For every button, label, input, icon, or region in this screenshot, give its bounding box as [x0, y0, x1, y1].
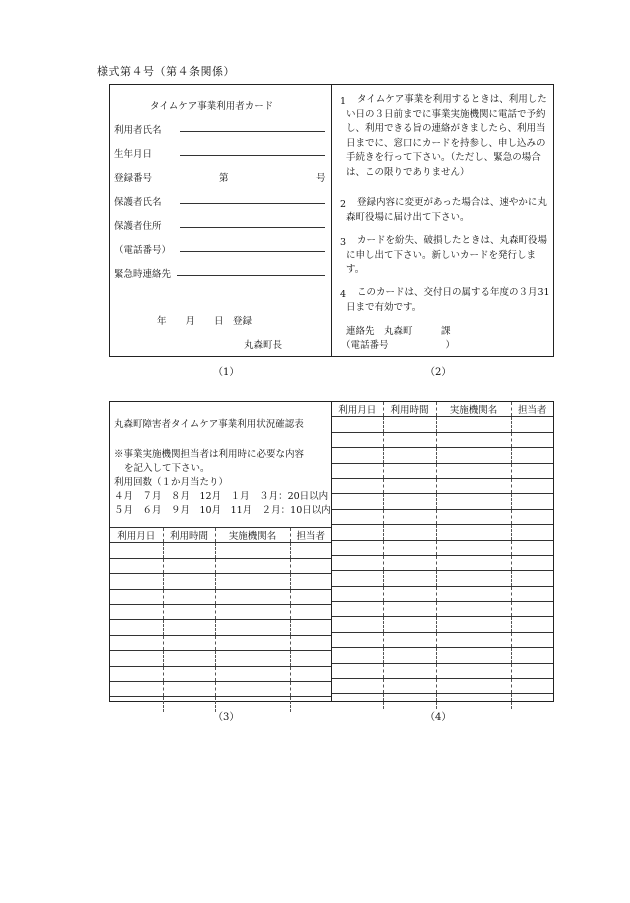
- table-row[interactable]: [332, 540, 553, 555]
- table-row[interactable]: [332, 478, 553, 493]
- table-row[interactable]: [332, 602, 553, 617]
- emergency-label: 緊急時連絡先: [114, 269, 172, 280]
- usage-table: [110, 527, 331, 712]
- note-3-num: 3: [340, 237, 347, 248]
- table-row[interactable]: [110, 651, 331, 666]
- col-date: 利用月日: [338, 405, 377, 417]
- reg-number-dai: 第: [219, 173, 229, 184]
- user-name-label: 利用者氏名: [114, 125, 162, 136]
- note-2-text: 登録内容に変更があった場合は、速やかに丸森町役場に届け出て下さい。: [346, 197, 547, 223]
- col-date: 利用月日: [110, 528, 163, 543]
- note-3-text: カードを紛失、破損したときは、丸森町役場に申し出て下さい。新しいカードを発行します。: [346, 235, 548, 276]
- top-divider: [331, 84, 332, 357]
- table-row[interactable]: [110, 574, 331, 589]
- birth-date-line[interactable]: [180, 155, 325, 156]
- table-row[interactable]: [332, 463, 553, 478]
- guardian-address-line[interactable]: [180, 227, 325, 228]
- col-staff: 担当者: [511, 402, 553, 417]
- reg-number-label: 登録番号: [114, 173, 153, 184]
- usage-cont-table-header: [332, 402, 553, 417]
- note-1-num: 1: [340, 96, 347, 107]
- table-row[interactable]: [332, 494, 553, 509]
- table-row[interactable]: [332, 509, 553, 524]
- col-time: 利用時間: [383, 402, 436, 417]
- user-name-line[interactable]: [180, 131, 325, 132]
- contact-phone: （電話番号 ）: [341, 340, 456, 351]
- guardian-name-line[interactable]: [180, 203, 325, 204]
- table-row[interactable]: [332, 632, 553, 647]
- usage-heading: 丸森町障害者タイムケア事業利用状況確認表: [114, 419, 304, 430]
- note-4-num: 4: [340, 289, 347, 300]
- usage-cont-table: [332, 402, 553, 709]
- col-time: 利用時間: [163, 528, 215, 543]
- card-heading: タイムケア事業利用者カード: [150, 101, 274, 112]
- caption-3: （3）: [213, 712, 240, 723]
- table-row[interactable]: [332, 663, 553, 678]
- usage-count-line-1: ４月 ７月 ８月 12月 １月 ３月：20日以内: [114, 491, 329, 502]
- form-title: 様式第４号（第４条関係）: [97, 65, 235, 78]
- issuer: 丸森町長: [244, 340, 283, 351]
- table-row[interactable]: [110, 620, 331, 635]
- caption-1: （1）: [213, 367, 240, 378]
- table-row[interactable]: [332, 617, 553, 632]
- reg-number-go: 号: [316, 173, 326, 184]
- table-row[interactable]: [110, 558, 331, 573]
- phone-line[interactable]: [180, 251, 325, 252]
- contact: 連絡先 丸森町 課: [346, 326, 451, 337]
- table-row[interactable]: [332, 679, 553, 694]
- usage-count-title: 利用回数（１か月当たり）: [114, 477, 229, 488]
- usage-count-line-2: ５月 ６月 ９月 10月 11月 ２月：10日以内: [114, 505, 331, 516]
- note-1-text: タイムケア事業を利用するときは、利用したい日の３日前までに事業実施機関に電話で予約し、利用できる旨の連絡がきましたら、利用当日までに、窓口にカードを持参し、申し込みの手続きを行って下さい。（ただし、緊急の場合は、この限りでありません）: [346, 94, 547, 178]
- table-row[interactable]: [110, 681, 331, 696]
- guardian-name-label: 保護者氏名: [114, 197, 162, 208]
- table-row[interactable]: [332, 555, 553, 570]
- caption-2: （2）: [425, 367, 452, 378]
- table-row[interactable]: [332, 448, 553, 463]
- caption-4: （4）: [425, 712, 452, 723]
- col-facility: 実施機関名: [436, 402, 511, 417]
- col-staff: 担当者: [290, 528, 331, 543]
- table-row[interactable]: [332, 586, 553, 601]
- phone-label: （電話番号）: [114, 245, 172, 256]
- table-row[interactable]: [332, 525, 553, 540]
- note-2-num: 2: [340, 199, 347, 210]
- table-row[interactable]: [332, 432, 553, 447]
- table-row[interactable]: [332, 694, 553, 709]
- table-row[interactable]: [110, 666, 331, 681]
- table-row[interactable]: [332, 571, 553, 586]
- col-facility: 実施機関名: [215, 528, 290, 543]
- table-row[interactable]: [110, 604, 331, 619]
- usage-table-header: [110, 528, 331, 543]
- usage-note-2: を記入して下さい。: [124, 463, 210, 474]
- table-row[interactable]: [110, 635, 331, 650]
- emergency-line[interactable]: [177, 275, 325, 276]
- table-row[interactable]: [110, 543, 331, 558]
- registration-date: 年 月 日 登録: [157, 316, 253, 327]
- table-row[interactable]: [110, 589, 331, 604]
- usage-note-1: ※事業実施機関担当者は利用時に必要な内容: [114, 449, 305, 460]
- note-4-text: このカードは、交付日の属する年度の３月31日まで有効です。: [346, 287, 550, 313]
- table-row[interactable]: [332, 648, 553, 663]
- guardian-address-label: 保護者住所: [114, 221, 162, 232]
- birth-date-label: 生年月日: [114, 149, 153, 160]
- table-row[interactable]: [332, 417, 553, 432]
